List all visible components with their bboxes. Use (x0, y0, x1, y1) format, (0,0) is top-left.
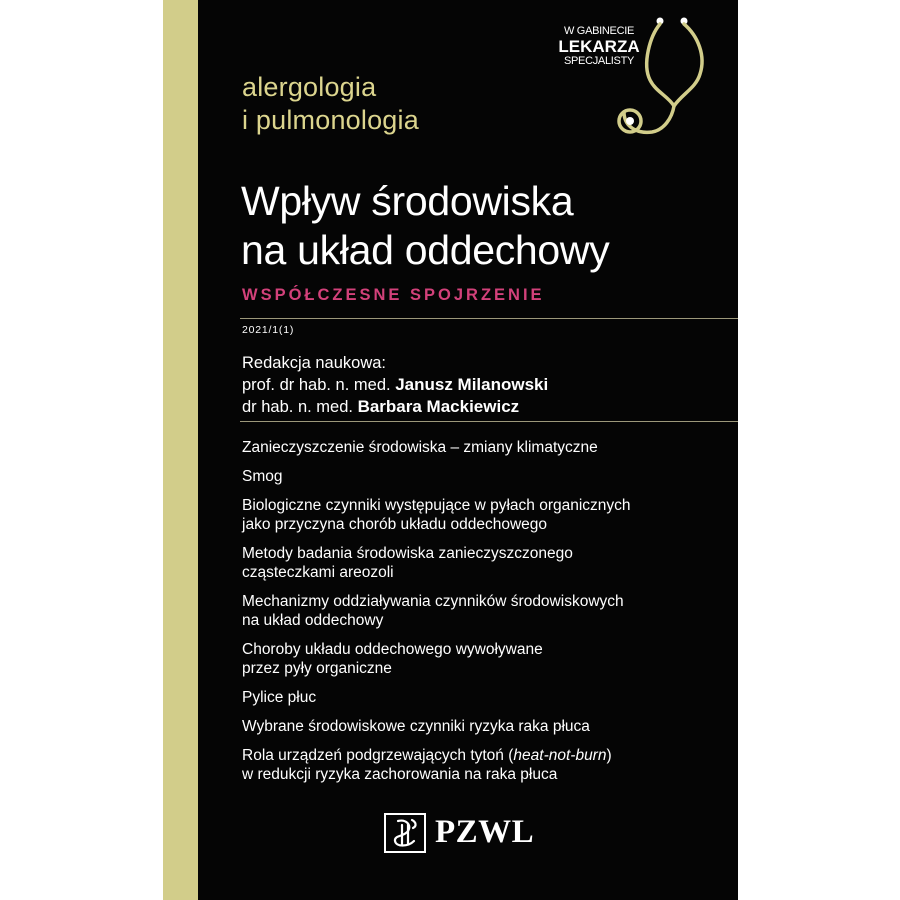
series-title (242, 71, 419, 137)
editor-1-name: Janusz Milanowski (395, 375, 549, 394)
editors-block (242, 352, 548, 418)
publisher-name: PZWL (435, 814, 535, 850)
table-of-contents (242, 438, 722, 784)
stethoscope-icon (532, 14, 732, 144)
toc-item: Smog (242, 468, 283, 485)
editors-label: Redakcja naukowa: (242, 354, 387, 372)
title-line-1: Wpływ środowiska (241, 178, 574, 224)
series-line-1: alergologia (242, 72, 377, 102)
issue-number: 2021/1(1) (242, 324, 295, 336)
divider-top (240, 318, 738, 319)
divider-bottom (240, 421, 738, 422)
badge-line-1: W GABINECIE (563, 25, 635, 37)
book-title (241, 177, 609, 275)
pzwl-logo-icon (384, 813, 426, 853)
toc-last-line-2: w redukcji ryzyka zachorowania na raka płuca (242, 766, 558, 783)
toc-item: Zanieczyszczenie środowiska – zmiany klimatyczne (242, 439, 598, 456)
editor-2-title: dr hab. n. med. (242, 398, 353, 416)
toc-item: Metody badania środowiska zanieczyszczonego cząsteczkami areozoli (242, 545, 573, 581)
toc-item: Mechanizmy oddziaływania czynników środowiskowych na układ oddechowy (242, 593, 624, 629)
book-cover (163, 0, 738, 900)
series-line-2: i pulmonologia (242, 105, 419, 135)
editor-2 (242, 396, 548, 418)
toc-item: Pylice płuc (242, 689, 317, 706)
badge-line-3: SPECJALISTY (563, 55, 635, 67)
editor-1-title: prof. dr hab. n. med. (242, 376, 391, 394)
toc-last-text-b: ) (606, 747, 612, 764)
toc-last-text-a: Rola urządzeń podgrzewających tytoń ( (242, 747, 514, 764)
toc-item: Choroby układu oddechowego wywoływane przez pyły organiczne (242, 641, 543, 677)
toc-item (242, 746, 722, 784)
cover-spine-stripe (163, 0, 198, 900)
badge-line-2: LEKARZA (558, 37, 640, 56)
book-subtitle: WSPÓŁCZESNE SPOJRZENIE (242, 286, 545, 304)
editor-1 (242, 374, 548, 396)
toc-item: Biologiczne czynniki występujące w pyłach organicznych jako przyczyna chorób układu oddechowego (242, 497, 631, 533)
toc-item: Wybrane środowiskowe czynniki ryzyka raka płuca (242, 718, 590, 735)
toc-last-italic: heat-not-burn (513, 747, 607, 764)
series-badge (532, 14, 732, 144)
editor-2-name: Barbara Mackiewicz (357, 397, 520, 416)
title-line-2: na układ oddechowy (241, 227, 610, 273)
